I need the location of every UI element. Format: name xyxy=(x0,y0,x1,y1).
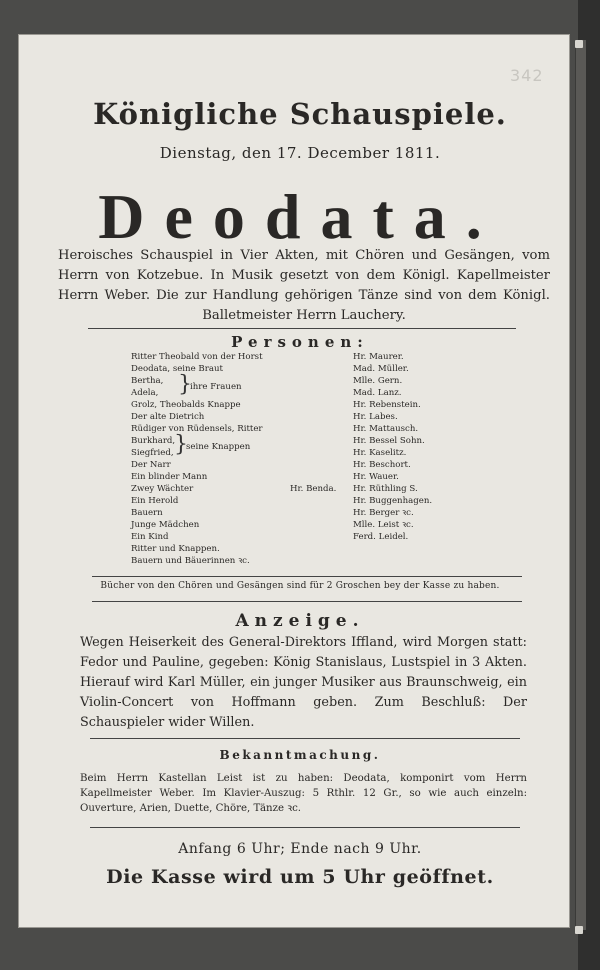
binding-clip xyxy=(575,926,583,934)
cast-actor: Hr. Berger ꝛc. xyxy=(353,508,414,518)
notice-heading: Anzeige. xyxy=(235,611,365,631)
cast-actor: Hr. Beschort. xyxy=(353,460,411,470)
binding-clip xyxy=(575,40,583,48)
cast-brace: } xyxy=(178,372,192,397)
play-subtitle: Heroisches Schauspiel in Vier Akten, mit Chören und Gesängen, vom Herrn von Kotzebue. In Musik gesetzt von dem Königl. Kapellmeister Herrn Weber. Die zur Handlung gehörigen Tänze sind von dem Königl. Balletmeister Herrn Lauchery. xyxy=(58,248,550,323)
cast-role: Der Narr xyxy=(131,460,171,470)
cast-role: Bertha, xyxy=(131,376,164,386)
cast-actor: Hr. Kaselitz. xyxy=(353,448,407,458)
cast-actor: Hr. Labes. xyxy=(353,412,398,422)
cast-role: Ritter Theobald von der Horst xyxy=(131,352,263,362)
divider xyxy=(90,827,520,828)
cast-role: Der alte Dietrich xyxy=(131,412,205,422)
divider xyxy=(92,576,522,577)
theatre-title: Königliche Schauspiele. xyxy=(93,97,507,131)
archive-number: 342 xyxy=(510,66,544,85)
cast-actor: Mlle. Leist ꝛc. xyxy=(353,520,414,530)
cast-actor: Ferd. Leidel. xyxy=(353,532,409,542)
cast-role: Bauern und Bäuerinnen ꝛc. xyxy=(131,556,250,566)
cast-role: Junge Mädchen xyxy=(131,520,200,530)
cast-group-label: seine Knappen xyxy=(186,442,251,452)
cast-role: Zwey Wächter xyxy=(131,484,194,494)
cast-actor: Hr. Wauer. xyxy=(353,472,399,482)
box-office-note: Die Kasse wird um 5 Uhr geöffnet. xyxy=(106,866,494,888)
cast-role: Deodata, seine Braut xyxy=(131,364,223,374)
divider xyxy=(92,601,522,602)
cast-actor: Mad. Müller. xyxy=(353,364,409,374)
cast-actor: Hr. Bessel Sohn. xyxy=(353,436,425,446)
cast-role: Ein Kind xyxy=(131,532,169,542)
cast-role: Rüdiger von Rüdensels, Ritter xyxy=(131,424,263,434)
announcement-body: Beim Herrn Kastellan Leist ist zu haben: Deodata, komponirt vom Herrn Kapellmeister Weber. Im Klavier-Auszug: 5 Rthlr. 12 Gr., so wie auch einzeln: Ouverture, Arien, Duette, Chöre, Tänze ꝛc. xyxy=(80,773,527,814)
cast-actor: Mad. Lanz. xyxy=(353,388,402,398)
cast-actor: Hr. Maurer. xyxy=(353,352,404,362)
cast-brace: } xyxy=(174,432,188,457)
cast-actor: Hr. Buggenhagen. xyxy=(353,496,433,506)
cast-actor: Hr. Rebenstein. xyxy=(353,400,421,410)
binding-strip xyxy=(575,40,586,930)
cast-role: Siegfried, xyxy=(131,448,174,458)
cast-role: Adela, xyxy=(131,388,159,398)
cast-actor: Hr. Benda. xyxy=(290,484,337,494)
cast-role: Ein Herold xyxy=(131,496,179,506)
performance-times: Anfang 6 Uhr; Ende nach 9 Uhr. xyxy=(178,841,422,857)
divider xyxy=(90,738,520,739)
cast-role: Ein blinder Mann xyxy=(131,472,208,482)
announcement-heading: Bekanntmachung. xyxy=(219,748,381,762)
cast-actor: Hr. Rüthling S. xyxy=(353,484,418,494)
cast-role: Burkhard, xyxy=(131,436,176,446)
play-title: Deodata. xyxy=(98,181,502,252)
cast-role: Ritter und Knappen. xyxy=(131,544,220,554)
book-note: Bücher von den Chören und Gesängen sind für 2 Groschen bey der Kasse zu haben. xyxy=(100,581,500,591)
divider xyxy=(88,328,516,329)
cast-actor: Mlle. Gern. xyxy=(353,376,403,386)
cast-role: Bauern xyxy=(131,508,163,518)
cast-actor: Hr. Mattausch. xyxy=(353,424,419,434)
cast-group-label: ihre Frauen xyxy=(190,382,242,392)
cast-role: Grolz, Theobalds Knappe xyxy=(131,400,241,410)
cast-heading: Personen: xyxy=(231,333,369,351)
performance-date: Dienstag, den 17. December 1811. xyxy=(159,144,441,162)
notice-body: Wegen Heiserkeit des General-Direktors Iffland, wird Morgen statt: Fedor und Pauline, gegeben: König Stanislaus, Lustspiel in 3 Akten. Hierauf wird Karl Müller, ein junger Musiker aus Braunschweig, ein Violin-Concert von Hoffmann geben. Zum Beschluß: Der Schauspieler wider Willen. xyxy=(80,635,527,730)
